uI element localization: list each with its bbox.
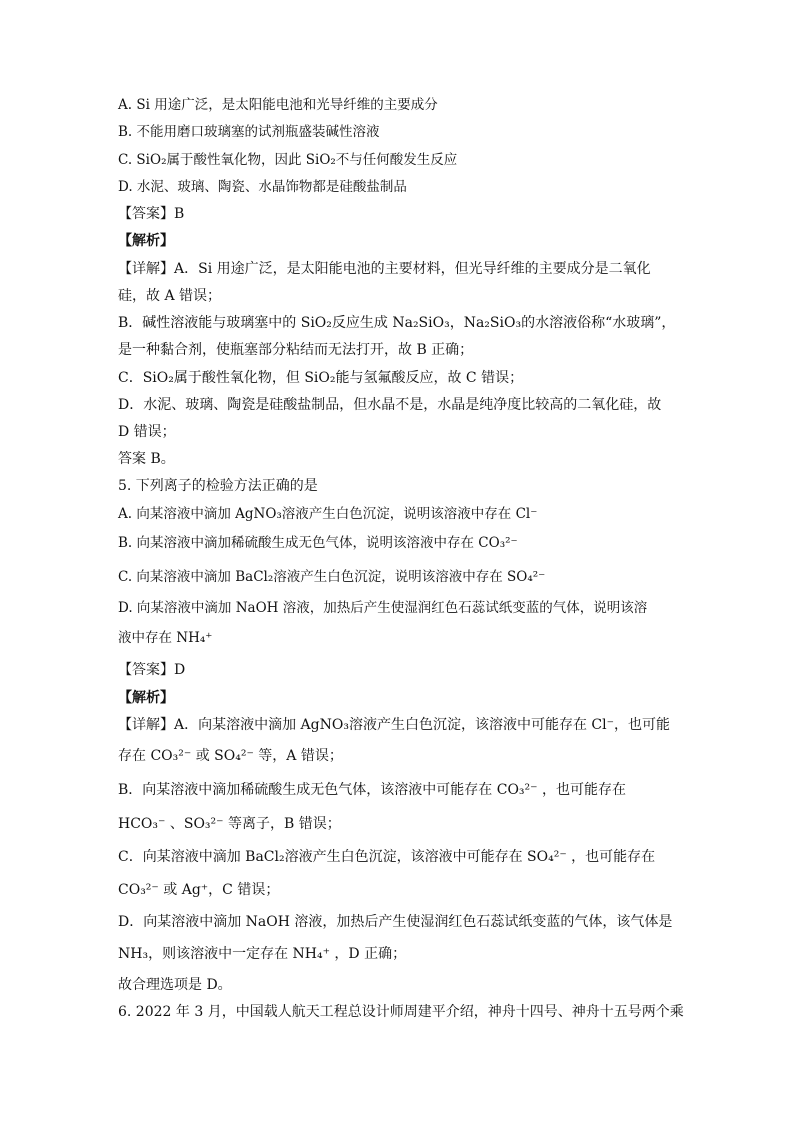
q5-detail-line: C．向某溶液中滴加 BaCl₂溶液产生白色沉淀，该溶液中可能存在 SO₄²⁻ ，也可能存在 (118, 849, 656, 865)
q5-option-d-cont: 液中存在 NH₄⁺ (118, 630, 213, 646)
q5-detail-line: B．向某溶液中滴加稀硫酸生成无色气体，该溶液中可能存在 CO₃²⁻ ，也可能存在 (118, 782, 626, 798)
q5-conclusion: 故合理选项是 D。 (118, 977, 232, 993)
q4-detail-line: 【详解】A．Si 用途广泛，是太阳能电池的主要材料，但光导纤维的主要成分是二氧化 (118, 261, 651, 277)
q5-detail-line: HCO₃⁻ 、SO₃²⁻ 等离子，B 错误； (118, 816, 341, 832)
q4-detail-line: D 错误； (118, 424, 176, 440)
q5-detail-line: NH₃，则该溶液中一定存在 NH₄⁺ ，D 正确； (118, 946, 407, 962)
q4-detail-line: B．碱性溶液能与玻璃塞中的 SiO₂反应生成 Na₂SiO₃，Na₂SiO₃的水溶液俗称“水玻璃”， (118, 315, 676, 331)
q5-option-c: C. 向某溶液中滴加 BaCl₂溶液产生白色沉淀，说明该溶液中存在 SO₄²⁻ (118, 569, 546, 585)
q5-detail-line: 存在 CO₃²⁻ 或 SO₄²⁻ 等，A 错误； (118, 748, 343, 764)
q4-detail-line: 是一种黏合剂，使瓶塞部分粘结而无法打开，故 B 正确； (118, 342, 474, 358)
q4-option-d: D. 水泥、玻璃、陶瓷、水晶饰物都是硅酸盐制品 (118, 179, 407, 195)
q5-detail-line: 【详解】A．向某溶液中滴加 AgNO₃溶液产生白色沉淀，该溶液中可能存在 Cl⁻，也可能 (118, 717, 670, 733)
q4-answer: 【答案】B (118, 206, 185, 222)
q5-answer: 【答案】D (118, 662, 186, 678)
q5-detail-line: CO₃²⁻ 或 Ag⁺，C 错误； (118, 882, 280, 898)
q4-conclusion: 答案 B。 (118, 451, 175, 467)
q4-detail-line: 硅，故 A 错误； (118, 288, 222, 304)
q5-stem: 5. 下列离子的检验方法正确的是 (118, 478, 318, 494)
q4-detail-line: C．SiO₂属于酸性氧化物，但 SiO₂能与氢氟酸反应，故 C 错误； (118, 370, 524, 386)
q5-analysis-label: 【解析】 (118, 690, 174, 706)
q5-option-b: B. 向某溶液中滴加稀硫酸生成无色气体，说明该溶液中存在 CO₃²⁻ (118, 535, 518, 551)
q4-option-b: B. 不能用磨口玻璃塞的试剂瓶盛装碱性溶液 (118, 124, 380, 140)
q5-option-d: D. 向某溶液中滴加 NaOH 溶液，加热后产生使湿润红色石蕊试纸变蓝的气体，说明该溶 (118, 600, 648, 616)
q6-stem: 6. 2022 年 3 月，中国载人航天工程总设计师周建平介绍，神舟十四号、神舟十五号两个乘 (118, 1004, 684, 1020)
q4-option-c: C. SiO₂属于酸性氧化物，因此 SiO₂不与任何酸发生反应 (118, 152, 458, 168)
q4-analysis-label: 【解析】 (118, 233, 174, 249)
q5-option-a: A. 向某溶液中滴加 AgNO₃溶液产生白色沉淀，说明该溶液中存在 Cl⁻ (118, 506, 538, 522)
q4-detail-line: D．水泥、玻璃、陶瓷是硅酸盐制品，但水晶不是，水晶是纯净度比较高的二氧化硅，故 (118, 397, 662, 413)
q4-option-a: A. Si 用途广泛，是太阳能电池和光导纤维的主要成分 (118, 97, 438, 113)
q5-detail-line: D．向某溶液中滴加 NaOH 溶液，加热后产生使湿润红色石蕊试纸变蓝的气体，该气体是 (118, 914, 673, 930)
